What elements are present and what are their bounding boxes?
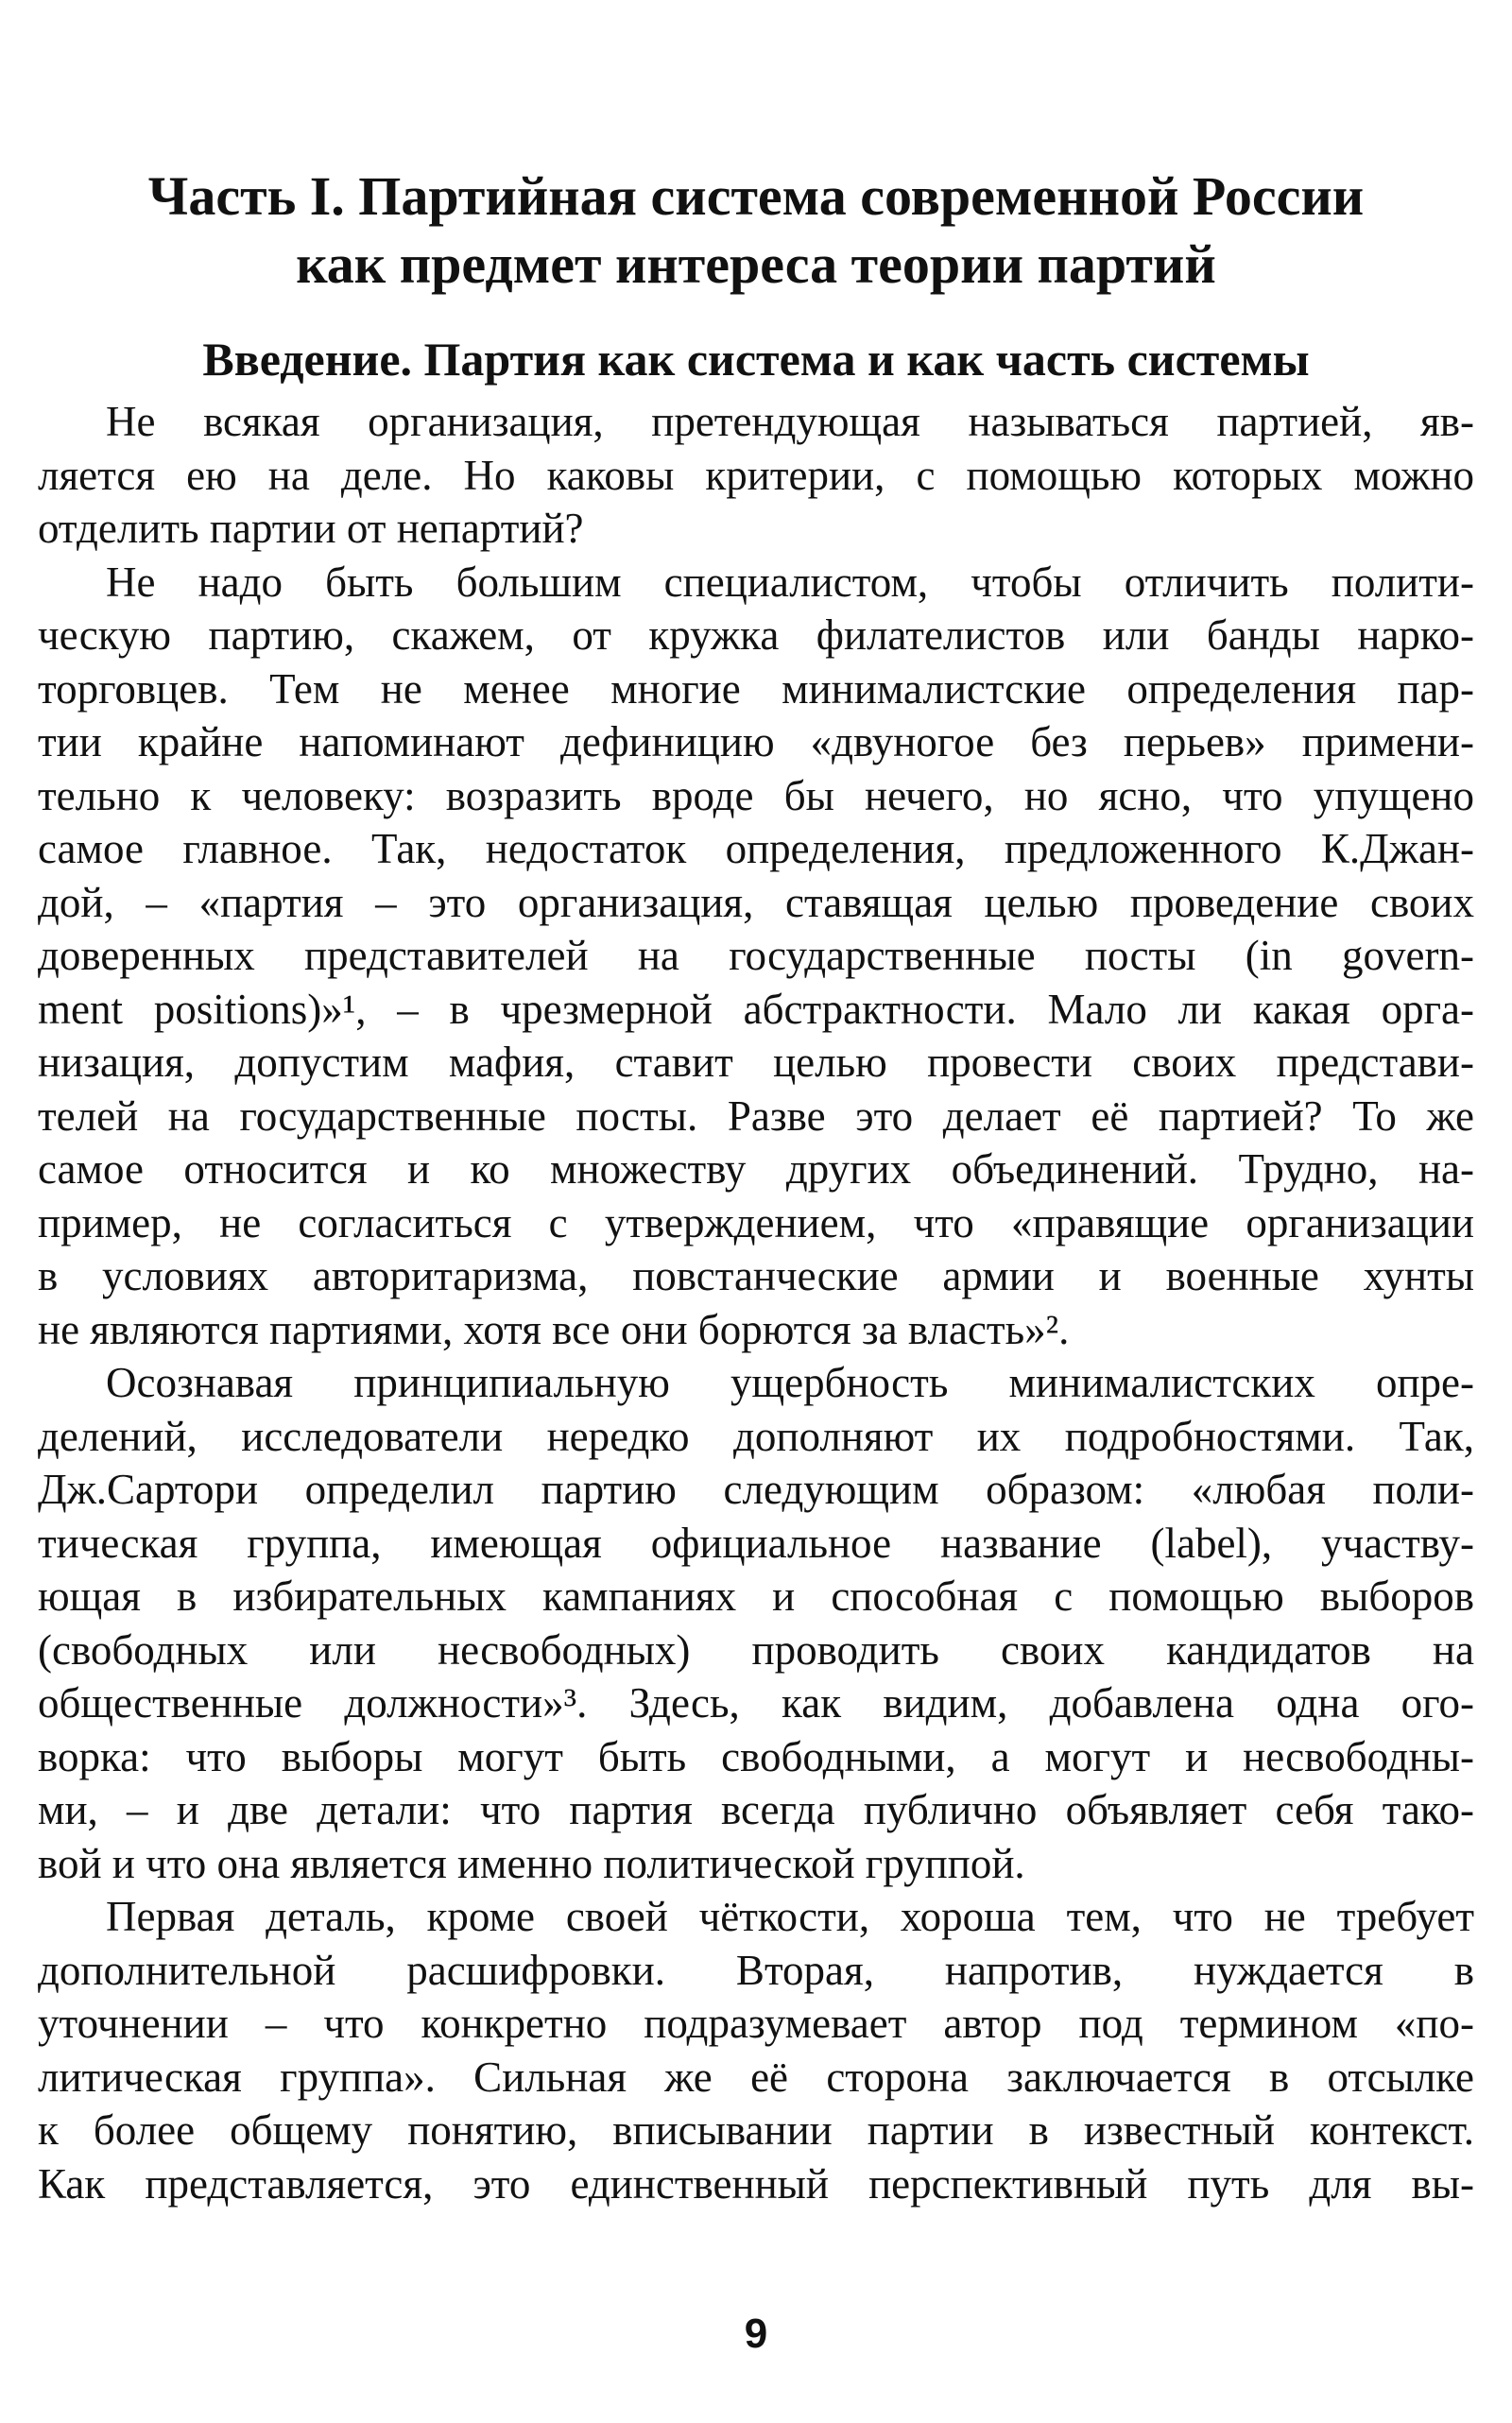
text-line: самое относится и ко множеству других объединений. Трудно, на- [38, 1145, 1474, 1193]
text-line: пример, не согласиться с утверждением, что «правящие организации [38, 1198, 1474, 1246]
text-line: литическая группа». Сильная же её сторона заключается в отсылке [38, 2053, 1474, 2101]
text-line: тии крайне напоминают дефиницию «двуногое без перьев» примени- [38, 718, 1474, 765]
text-line: низация, допустим мафия, ставит целью провести своих представи- [38, 1039, 1474, 1086]
text-line: общественные должности»³. Здесь, как видим, добавлена одна ого- [38, 1679, 1474, 1727]
page-number: 9 [744, 2311, 768, 2357]
paragraph-3 [38, 1356, 1474, 1890]
paragraph-2 [38, 556, 1474, 1357]
text-line: торговцев. Тем не менее многие минималистские определения пар- [38, 664, 1474, 713]
text-line: Не всякая организация, претендующая называться партией, яв- [106, 398, 1474, 445]
text-line: дополнительной расшифровки. Вторая, напротив, нуждается в [38, 1946, 1474, 1994]
text-line: Не надо быть большим специалистом, чтобы отличить полити- [106, 558, 1474, 606]
text-line: делений, исследователи нередко дополняют их подробностями. Так, [38, 1412, 1474, 1460]
text-line: Как представляется, это единственный перспективный путь для вы- [38, 2159, 1474, 2208]
text-line: вой и что она является именно политической группой. [38, 1839, 1025, 1887]
text-line: ляется ею на деле. Но каковы критерии, с помощью которых можно [38, 451, 1474, 499]
text-line: дой, – «партия – это организация, ставящая целью проведение своих [38, 878, 1474, 926]
section-title: Введение. Партия как система и как часть системы [202, 333, 1310, 386]
text-line: ческую партию, скажем, от кружка филателистов или банды нарко- [38, 611, 1474, 659]
text-line: (свободных или несвободных) проводить своих кандидатов на [38, 1625, 1474, 1674]
text-line: тическая группа, имеющая официальное название (label), участву- [38, 1519, 1474, 1567]
text-line: Осознавая принципиальную ущербность минималистских опре- [106, 1359, 1474, 1406]
paragraph-4 [38, 1890, 1474, 2210]
text-line: тельно к человеку: возразить вроде бы нечего, но ясно, что упущено [38, 771, 1474, 819]
text-line: ми, – и две детали: что партия всегда публично объявляет себя тако- [38, 1786, 1474, 1833]
text-line: Первая деталь, кроме своей чёткости, хороша тем, что не требует [106, 1893, 1474, 1940]
part-title-line-1: Часть I. Партийная система современной России [147, 165, 1365, 227]
text-line: отделить партии от непартий? [38, 505, 584, 552]
part-title [38, 163, 1474, 299]
text-line: телей на государственные посты. Разве это делает её партией? То же [38, 1091, 1474, 1140]
text-line: ющая в избирательных кампаниях и способная с помощью выборов [38, 1572, 1474, 1620]
text-line: не являются партиями, хотя все они борются за власть»². [38, 1305, 1070, 1353]
part-title-line-2: как предмет интереса теории партий [296, 233, 1216, 295]
text-line: Дж.Сартори определил партию следующим образом: «любая поли- [38, 1466, 1474, 1513]
text-line: самое главное. Так, недостаток определения, предложенного К.Джан- [38, 825, 1474, 872]
text-line: ment positions)»¹, – в чрезмерной абстрактности. Мало ли какая орга- [38, 985, 1474, 1033]
text-line: к более общему понятию, вписывании партии в известный контекст. [38, 2106, 1474, 2154]
text-line: ворка: что выборы могут быть свободными, а могут и несвободны- [38, 1732, 1474, 1780]
paragraph-1 [38, 395, 1474, 556]
text-line: в условиях авторитаризма, повстанческие армии и военные хунты [38, 1252, 1474, 1299]
body-text [38, 395, 1474, 2210]
text-line: уточнении – что конкретно подразумевает автор под термином «по- [38, 2000, 1474, 2047]
text-line: доверенных представителей на государственные посты (in govern- [38, 932, 1474, 979]
